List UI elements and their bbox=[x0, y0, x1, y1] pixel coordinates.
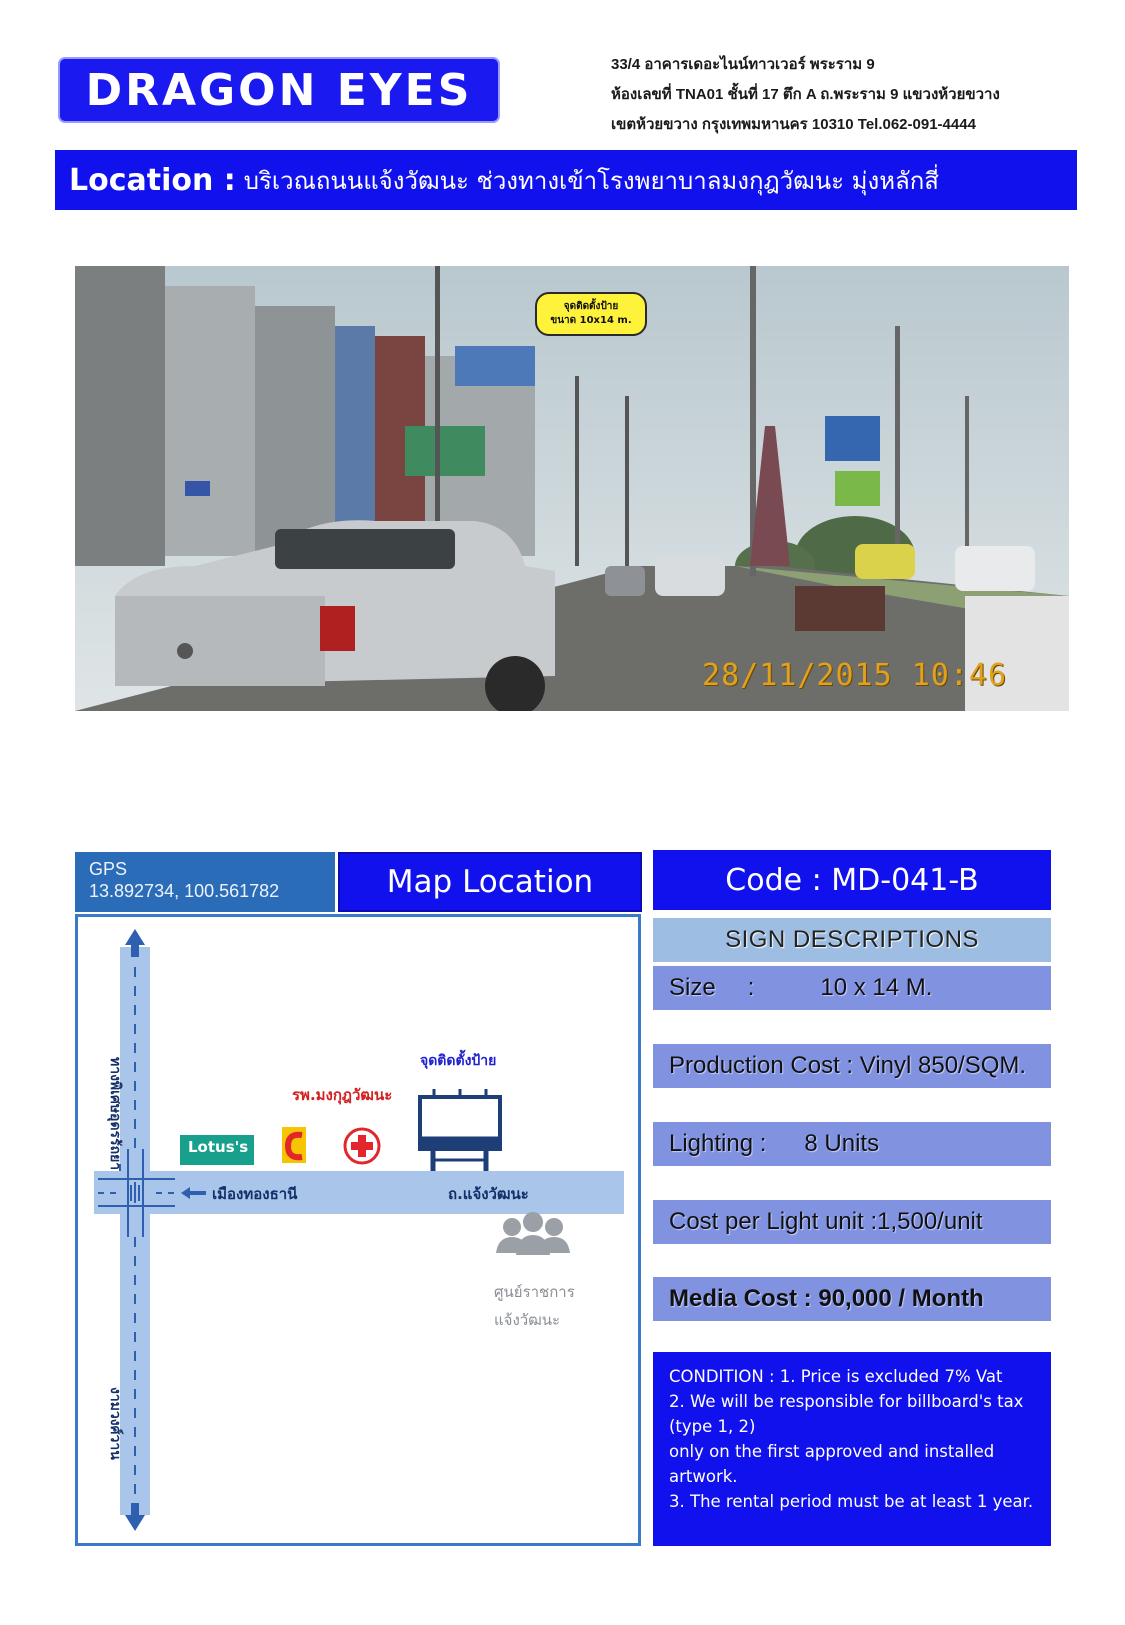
size-value: 10 x 14 M. bbox=[820, 974, 933, 1001]
muang-thong-label: เมืองทองธานี bbox=[212, 1185, 298, 1203]
size-row bbox=[653, 966, 1051, 1010]
gps-label: GPS bbox=[89, 859, 128, 879]
media-cost: Media Cost : 90,000 / Month bbox=[669, 1285, 984, 1312]
company-logo bbox=[58, 57, 500, 123]
ngam-wong-wan-label: งามวงศ์วาน bbox=[107, 1387, 123, 1460]
location-map bbox=[75, 914, 641, 1546]
lighting-row bbox=[653, 1122, 1051, 1166]
production-cost: Production Cost : Vinyl 850/SQM. bbox=[669, 1052, 1027, 1079]
size-label: Size bbox=[669, 974, 716, 1001]
lighting-label: Lighting : bbox=[669, 1130, 767, 1157]
install-point-label: จุดติดตั้งป้าย bbox=[420, 1053, 497, 1069]
lotus-label: Lotus's bbox=[188, 1138, 249, 1156]
c-store-logo bbox=[282, 1127, 306, 1163]
location-bar bbox=[55, 150, 1077, 210]
size-separator: : bbox=[747, 974, 755, 1001]
light-cost-row bbox=[653, 1200, 1051, 1244]
hospital-cross-icon bbox=[345, 1129, 379, 1163]
lighting-value: 8 Units bbox=[804, 1130, 880, 1157]
people-icon bbox=[496, 1212, 570, 1255]
map-title: Map Location bbox=[338, 852, 642, 912]
hospital-label: รพ.มงกุฎวัฒนะ bbox=[292, 1086, 393, 1104]
billboard-icon bbox=[420, 1089, 500, 1171]
callout-line: จุดติดตั้งป้าย bbox=[563, 301, 619, 312]
condition-line: 2. We will be responsible for billboard's tax (type 1, 2) bbox=[669, 1392, 1024, 1436]
address-line: เขตห้วยขวาง กรุงเทพมหานคร 10310 Tel.062-091-4444 bbox=[611, 116, 976, 133]
media-cost-row bbox=[653, 1277, 1051, 1321]
logo-text: DRAGON EYES bbox=[85, 64, 473, 116]
site-photo bbox=[75, 266, 1069, 711]
address-line: ห้องเลขที่ TNA01 ชั้นที่ 17 ตึก A ถ.พระราม 9 แขวงห้วยขวาง bbox=[611, 86, 1000, 103]
install-point-callout bbox=[535, 292, 647, 336]
condition-line: 3. The rental period must be at least 1 year. bbox=[669, 1492, 1034, 1511]
chaeng-wattana-label: ถ.แจ้งวัฒนะ bbox=[448, 1185, 529, 1203]
billboard-in-photo bbox=[455, 346, 535, 386]
gov-center-label-2: แจ้งวัฒนะ bbox=[494, 1311, 561, 1329]
location-text: บริเวณถนนแจ้งวัฒนะ ช่วงทางเข้าโรงพยาบาลมงกุฎวัฒนะ มุ่งหลักสี่ bbox=[243, 166, 939, 195]
condition-line: only on the first approved and installed artwork. bbox=[669, 1442, 995, 1486]
map-drawing bbox=[78, 917, 638, 1543]
light-cost: Cost per Light unit :1,500/unit bbox=[669, 1208, 983, 1235]
gov-center-label: ศูนย์ราชการ bbox=[494, 1283, 575, 1301]
company-address bbox=[611, 50, 1091, 140]
address-line: 33/4 อาคารเดอะไนน์ทาวเวอร์ พระราม 9 bbox=[611, 56, 875, 73]
gps-coordinates: 13.892734, 100.561782 bbox=[89, 881, 280, 901]
location-label: Location : bbox=[69, 162, 236, 198]
gps-box bbox=[75, 852, 335, 912]
sign-code: Code : MD-041-B bbox=[653, 850, 1051, 910]
photo-timestamp: 28/11/2015 10:46 bbox=[702, 658, 1007, 693]
expressway-label: ทางพิเศษอุดรรัถยา bbox=[107, 1057, 123, 1171]
production-cost-row bbox=[653, 1044, 1051, 1088]
condition-line: CONDITION : 1. Price is excluded 7% Vat bbox=[669, 1367, 1003, 1386]
callout-line: ขนาด 10x14 m. bbox=[550, 315, 632, 326]
sign-descriptions-heading: SIGN DESCRIPTIONS bbox=[653, 918, 1051, 962]
condition-box bbox=[653, 1352, 1051, 1546]
